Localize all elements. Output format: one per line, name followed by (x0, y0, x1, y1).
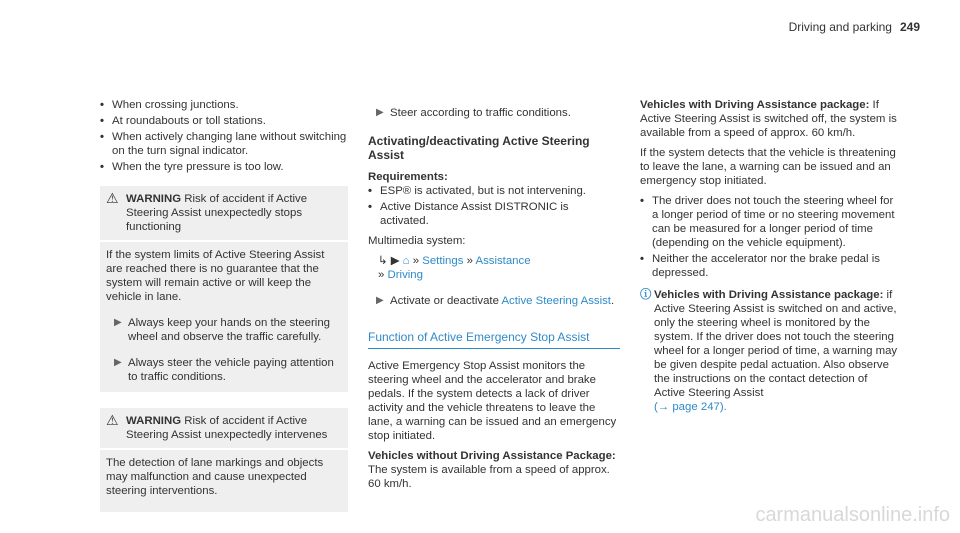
function-paragraph-2: Vehicles without Driving Assistance Package: The system is available from a speed of approx. 60 km/h. (368, 450, 616, 490)
warning-title: Risk of accident if Active Steering Assist unexpectedly stops functioning (126, 193, 308, 233)
action-step: ▶ Always steer the vehicle paying attention to traffic conditions. (114, 357, 334, 383)
arrow-icon: ▶ (376, 295, 384, 306)
info-icon: ⓘ (640, 289, 652, 301)
page-reference-link[interactable]: (→ page 247). (654, 401, 727, 413)
turn-arrow-icon: ↳ (378, 255, 388, 267)
detection-paragraph: If the system detects that the vehicle is threatening to leave the lane, a warning can be issued and an emergency stop initiated. (640, 147, 896, 187)
warning-header (100, 186, 348, 242)
active-steering-assist-link[interactable]: Active Steering Assist (501, 295, 611, 307)
action-step: ▶ Steer according to traffic conditions. (376, 107, 571, 119)
warning-title: Risk of accident if Active Steering Assist unexpectedly intervenes (126, 415, 328, 441)
warning-box-2 (100, 408, 348, 512)
warning-label: WARNING (126, 415, 182, 427)
warning-triangle-icon: ⚠ (106, 412, 119, 428)
warning-text: If the system limits of Active Steering Assist are reached there is no guarantee that the system will remain active or will keep the vehicle in lane. (106, 249, 325, 303)
action-step: ▶ Activate or deactivate Active Steering Assist. (376, 295, 615, 307)
warning-text: The detection of lane markings and objects may malfunction and cause unexpected steering interventions. (106, 457, 324, 497)
menu-path (368, 254, 620, 282)
arrow-icon: ▶ (114, 357, 122, 368)
warning-header (100, 408, 348, 450)
multimedia-label: Multimedia system: (368, 235, 466, 247)
list-item: • The driver does not touch the steering wheel for a longer period of time or no steering movement can be measured for a longer period of time (depending on the vehicle equipment). (640, 194, 900, 250)
info-note: ⓘ Vehicles with Driving Assistance package: if Active Steering Assist is switched on and active, only the steering wheel is monitored by the system. If the driver does not touch the steering wheel for a longer period of time, a warning may be given despite pedal actuation. Also observe the instructions on the contact detection of Active Steering Assist (→ page 247). (640, 289, 898, 413)
list-item: • When actively changing lane without switching on the turn signal indicator. (100, 130, 348, 158)
home-icon[interactable]: ⌂ (402, 255, 410, 267)
list-item: • When crossing junctions. (100, 98, 348, 112)
list-item: • Active Distance Assist DISTRONIC is activated. (368, 200, 620, 228)
function-paragraph: Active Emergency Stop Assist monitors the steering wheel and the accelerator and brake pedals. If the system detects a lack of driver activity and the vehicle threatens to leave the lane, a warning can be issued and an emergency stop initiated. (368, 360, 617, 442)
column-1 (100, 98, 348, 512)
warning-label: WARNING (126, 193, 182, 205)
requirements-list (368, 184, 620, 228)
arrow-icon: ▶ (376, 107, 384, 118)
action-step: ▶ Always keep your hands on the steering wheel and observe the traffic carefully. (114, 317, 330, 343)
page-header (789, 20, 920, 34)
list-item: • Neither the accelerator nor the brake pedal is depressed. (640, 252, 900, 280)
menu-settings[interactable]: Settings (422, 255, 464, 267)
warning-body (100, 450, 348, 512)
section-title: Driving and parking (788, 20, 892, 34)
warning-triangle-icon: ⚠ (106, 190, 119, 206)
list-item: • At roundabouts or toll stations. (100, 114, 348, 128)
list-item: • ESP® is activated, but is not intervening. (368, 184, 620, 198)
double-chevron-icon: » (412, 255, 420, 267)
column-3 (640, 98, 900, 414)
function-section-title: Function of Active Emergency Stop Assist (368, 330, 620, 349)
arrow-icon: ▶ (390, 255, 400, 267)
conditions-list (640, 194, 900, 280)
menu-assistance[interactable]: Assistance (475, 255, 531, 267)
list-item: • When the tyre pressure is too low. (100, 160, 348, 174)
warning-box-1 (100, 186, 348, 392)
requirements-label: Requirements: (368, 171, 448, 183)
availability-paragraph: Vehicles with Driving Assistance package: If Active Steering Assist is switched off, the system is available from a speed of approx. 60 km/h. (640, 99, 897, 139)
arrow-icon: ▶ (114, 317, 122, 328)
page-number: 249 (899, 20, 920, 34)
double-chevron-icon: » (466, 255, 473, 267)
warning-body (100, 242, 348, 392)
section-heading: Activating/deactivating Active Steering Assist (368, 134, 590, 162)
conditions-list (100, 98, 348, 174)
menu-driving[interactable]: Driving (387, 269, 423, 281)
column-2 (368, 98, 620, 497)
watermark: carmanualsonline.info (755, 504, 950, 526)
double-chevron-icon: » (378, 269, 385, 281)
